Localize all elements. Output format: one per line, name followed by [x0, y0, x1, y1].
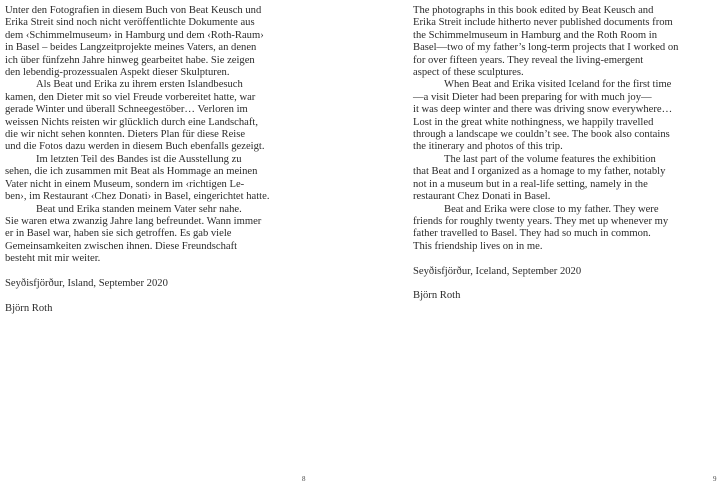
- text-line: that Beat and I organized as a homage to my father, notably: [413, 166, 666, 178]
- text-line: the itinerary and photos of this trip.: [413, 141, 563, 153]
- text-line: Unter den Fotografien in diesem Buch von Beat Keusch und: [5, 5, 262, 16]
- text-line: —a visit Dieter had been preparing for with much joy—: [413, 91, 652, 103]
- text-line: die wir nicht sehen konnten. Dieters Plan für diese Reise: [5, 129, 246, 141]
- text-line: Beat and Erika were close to my father. They were: [444, 203, 659, 215]
- text-line: Im letzten Teil des Bandes ist die Ausstellung zu: [36, 153, 242, 165]
- text-line: Lost in the great white nothingness, we happily travelled: [413, 116, 654, 128]
- english-text-column: [413, 5, 713, 303]
- page-number: 8: [302, 475, 306, 483]
- text-line: Gemeinsamkeiten zwischen ihnen. Diese Freundschaft: [5, 240, 238, 252]
- right-page: [360, 0, 720, 489]
- text-line: in Basel – beides Langzeitprojekte meines Vaters, an denen: [5, 42, 257, 54]
- text-line: The photographs in this book edited by Beat Keusch and: [413, 5, 654, 16]
- text-line: kamen, den Dieter mit so viel Freude vorbereitet hatte, war: [5, 91, 256, 103]
- place-date: Seyðisfjörður, Island, September 2020: [5, 277, 168, 289]
- text-line: besteht mit mir weiter.: [5, 253, 101, 265]
- text-line: restaurant Chez Donati in Basel.: [413, 191, 551, 203]
- text-line: aspect of these sculptures.: [413, 67, 524, 79]
- text-line: the Schimmelmuseum in Hamburg and the Roth Room in: [413, 29, 658, 41]
- text-line: den lebendig-prozessualen Aspekt dieser Skulpturen.: [5, 67, 230, 79]
- text-line: Beat und Erika standen meinem Vater sehr nahe.: [36, 203, 242, 215]
- paragraph: [413, 154, 713, 204]
- text-line: This friendship lives on in me.: [413, 240, 543, 252]
- text-line: ich über fünfzehn Jahre hinweg gearbeitet habe. Sie zeigen: [5, 54, 255, 66]
- text-line: it was deep winter and there was driving snow everywhere…: [413, 104, 673, 116]
- text-line: for over fifteen years. They reveal the living-emergent: [413, 54, 644, 66]
- text-line: Vater nicht in einem Museum, sondern im ‹richtigen Le-: [5, 178, 245, 190]
- text-line: Sie waren etwa zwanzig Jahre lang befreundet. Wann immer: [5, 215, 262, 227]
- spacer: [5, 266, 305, 278]
- page-number: 9: [713, 475, 717, 483]
- spacer: [413, 278, 713, 290]
- text-line: Als Beat und Erika zu ihrem ersten Islandbesuch: [36, 79, 243, 91]
- text-line: not in a museum but in a real-life setting, namely in the: [413, 178, 648, 190]
- text-line: und die Fotos dazu werden in diesem Buch ebenfalls gezeigt.: [5, 141, 265, 153]
- text-line: gerade Winter und überall Schneegestöber… Verloren im: [5, 104, 248, 116]
- paragraph: [5, 5, 305, 79]
- signature: Björn Roth: [5, 302, 53, 314]
- text-line: er in Basel war, haben sie sich getroffen. Es gab viele: [5, 228, 232, 240]
- text-line: weissen Nichts reisten wir glücklich durch eine Landschaft,: [5, 116, 258, 128]
- text-line: father travelled to Basel. They had so much in common.: [413, 228, 651, 240]
- text-line: sehen, die ich zusammen mit Beat als Hommage an meinen: [5, 166, 258, 178]
- text-line: Erika Streit sind noch nicht veröffentlichte Dokumente aus: [5, 17, 255, 29]
- text-line: The last part of the volume features the exhibition: [444, 153, 656, 165]
- spacer: [5, 290, 305, 302]
- text-line: dem ‹Schimmelmuseum› in Hamburg und dem ‹Roth-Raum›: [5, 29, 264, 41]
- spacer: [413, 253, 713, 265]
- paragraph: [5, 154, 305, 204]
- paragraph: [413, 79, 713, 153]
- text-line: When Beat and Erika visited Iceland for the first time: [444, 79, 672, 91]
- signature: Björn Roth: [413, 290, 461, 302]
- german-text-column: [5, 5, 305, 315]
- text-line: through a landscape we couldn’t see. The book also contains: [413, 129, 670, 141]
- text-line: Basel—two of my father’s long-term projects that I worked on: [413, 42, 679, 54]
- paragraph: [5, 204, 305, 266]
- paragraph: [5, 79, 305, 153]
- text-line: Erika Streit include hitherto never published documents from: [413, 17, 673, 29]
- text-line: friends for roughly twenty years. They met up whenever my: [413, 215, 669, 227]
- paragraph: [413, 5, 713, 79]
- text-line: ben›, im Restaurant ‹Chez Donati› in Basel, eingerichtet hatte.: [5, 191, 270, 203]
- paragraph: [413, 204, 713, 254]
- place-date: Seyðisfjörður, Iceland, September 2020: [413, 265, 582, 277]
